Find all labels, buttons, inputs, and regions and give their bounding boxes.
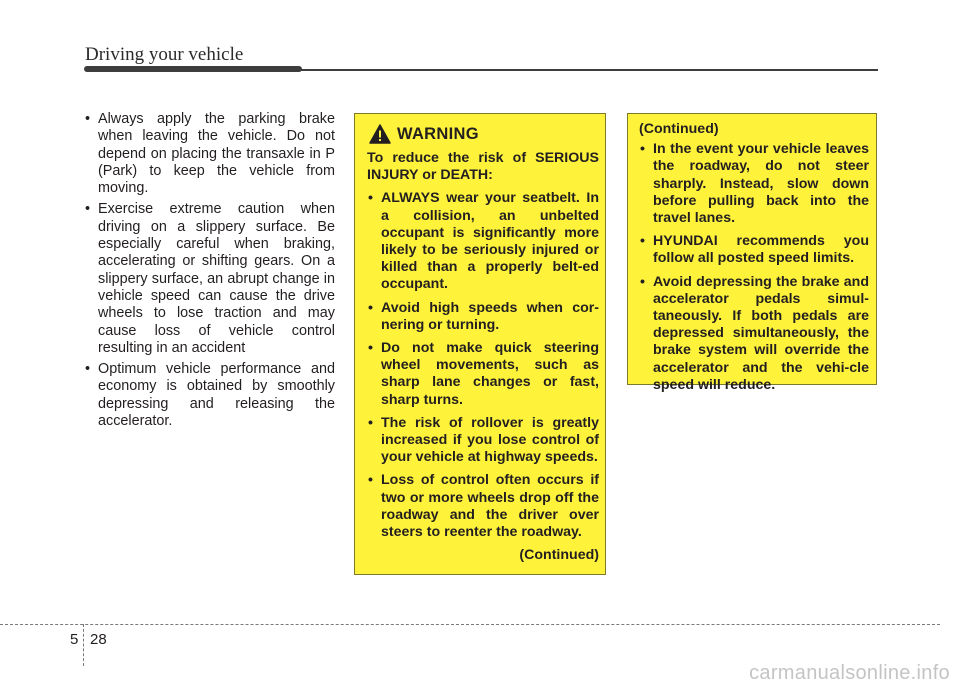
warning-bullet: • Do not make quick steering wheel movements, such as sharp lane changes or fast, sharp turns. [367,340,599,409]
watermark: carmanualsonline.info [749,662,950,684]
warning-triangle-icon [369,124,391,144]
page-number: 28 [90,631,107,648]
warning-intro: To reduce the risk of SERIOUS INJURY or DEATH: [367,150,599,184]
left-bullet: • Exercise extreme caution when driving on a slippery surface. Be especially careful when braking, accelerating or shifting gears. On a slippery surface, an abrupt change in vehicle speed can cause the drive wheels to lose traction and may cause loss of vehicle control resulting in an accident [84,201,335,357]
header-rule-thick [84,66,302,72]
left-column [84,111,335,434]
continued-warning-panel [627,113,877,393]
footer-page-divider [83,624,84,666]
warning-bullet: • Avoid high speeds when cor-nering or turning. [367,300,599,334]
left-bullet: • Always apply the parking brake when leaving the vehicle. Do not depend on placing the transaxle in P (Park) to keep the vehicle from moving. [84,111,335,197]
warning-panel [354,113,606,575]
warning-panel-text [367,150,599,564]
warning-heading [369,123,479,145]
warning-bullet: • The risk of rollover is greatly increased if you lose control of your vehicle at highway speeds. [367,415,599,467]
continued-label: (Continued) [639,121,719,137]
footer-divider [0,624,940,625]
warning-bullet: • In the event your vehicle leaves the roadway, do not steer sharply. Instead, slow down before pulling back into the travel lanes. [639,141,869,227]
warning-heading-label: WARNING [397,124,479,143]
continued-label: (Continued) [519,547,599,564]
warning-bullet: • Loss of control often occurs if two or more wheels drop off the roadway and the driver over steers to reenter the roadway. [367,472,599,541]
left-bullet: • Optimum vehicle performance and economy is obtained by smoothly depressing and releasing the accelerator. [84,361,335,430]
continued-panel-text [639,121,869,400]
warning-bullet: • HYUNDAI recommends you follow all posted speed limits. [639,233,869,267]
section-number: 5 [70,631,79,648]
page-header-title: Driving your vehicle [85,44,244,65]
warning-bullet: • Avoid depressing the brake and accelerator pedals simul-taneously. If both pedals are depressed simultaneously, the brake system will override the accelerator and the vehi-cle speed will reduce. [639,274,869,394]
warning-bullet: • ALWAYS wear your seatbelt. In a collision, an unbelted occupant is significantly more likely to be seriously injured or killed than a properly belt-ed occupant. [367,190,599,293]
header-rule-thin [300,69,878,71]
